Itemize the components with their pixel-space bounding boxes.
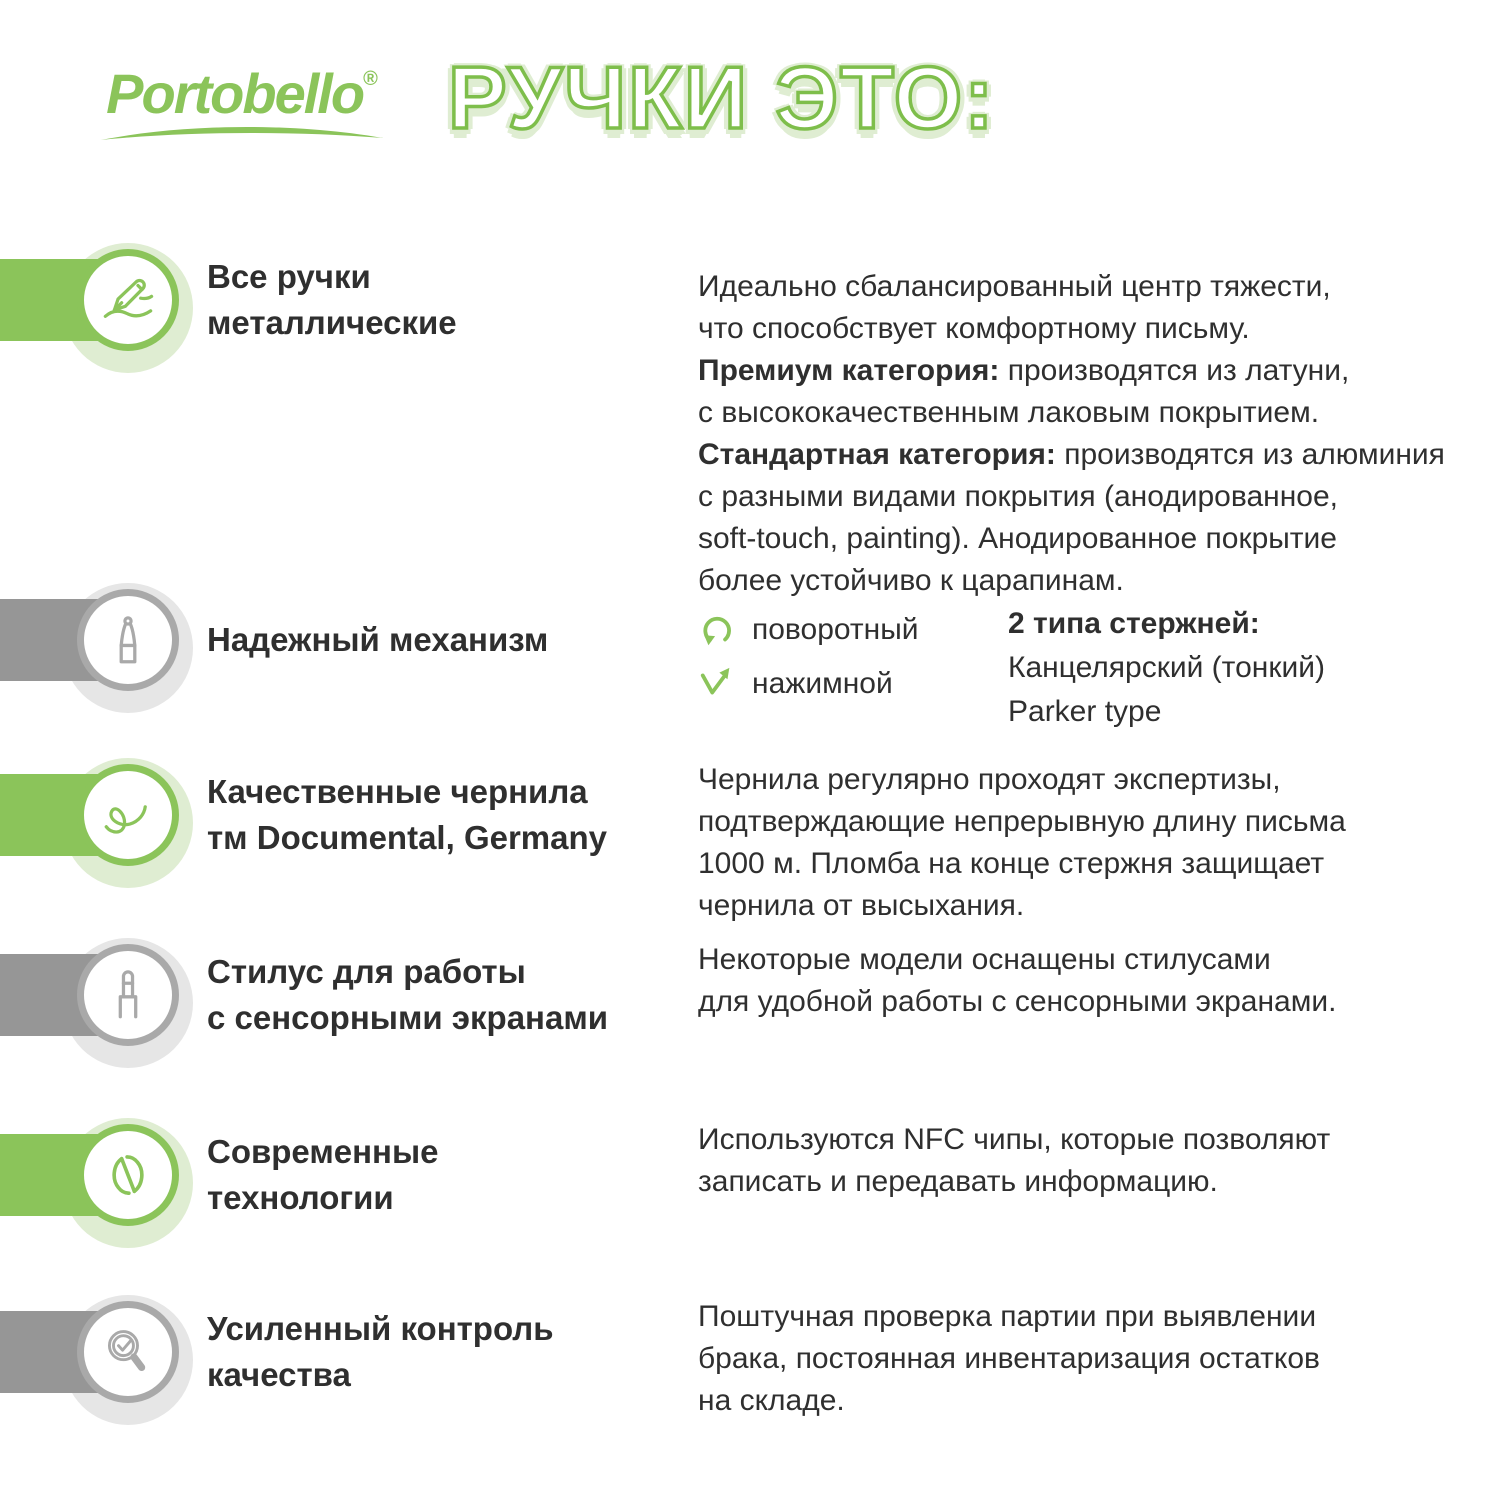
logo-wordmark: Portobello: [106, 62, 364, 125]
description-text: с разными видами покрытия (анодированное,: [698, 480, 1338, 513]
rotate-arrow-icon: [698, 611, 736, 649]
heading-line: Современные: [207, 1133, 439, 1170]
feature-row: [0, 1262, 1500, 1442]
description-line: [698, 266, 1445, 308]
description-emphasis: Стандартная категория:: [698, 438, 1056, 471]
description-text: для удобной работы с сенсорными экранами.: [698, 985, 1337, 1018]
heading-line: качества: [207, 1356, 351, 1393]
feature-description: [698, 1296, 1320, 1422]
description-text: чернила от высыхания.: [698, 889, 1025, 922]
refill-types: [1008, 602, 1325, 734]
heading-line: металлические: [207, 304, 457, 341]
heading-line: с сенсорными экранами: [207, 999, 609, 1036]
description-text: на складе.: [698, 1384, 845, 1417]
description-line: [698, 1338, 1320, 1380]
portobello-logo: [92, 62, 392, 144]
description-line: [698, 801, 1346, 843]
description-line: [698, 350, 1445, 392]
ink-squiggle-icon: [77, 764, 179, 866]
description-text: производятся из латуни,: [999, 354, 1350, 387]
nfc-icon: [77, 1124, 179, 1226]
magnifier-check-icon: [77, 1301, 179, 1403]
heading-line: Надежный механизм: [207, 621, 549, 658]
feature-heading: [207, 905, 608, 1085]
description-text: Используются NFC чипы, которые позволяют: [698, 1123, 1331, 1156]
description-text: с высококачественным лаковым покрытием.: [698, 396, 1320, 429]
heading-line: Все ручки: [207, 258, 371, 295]
stylus-icon: [77, 944, 179, 1046]
description-line: [698, 434, 1445, 476]
logo-swoosh-icon: [97, 126, 387, 144]
feature-row: [0, 210, 1500, 597]
description-emphasis: Премиум категория:: [698, 354, 1000, 387]
heading-line: тм Documental, Germany: [207, 819, 608, 856]
description-line: [698, 843, 1346, 885]
feature-heading: [207, 550, 548, 730]
heading-line: Качественные чернила: [207, 773, 588, 810]
mechanism-option: [698, 662, 919, 706]
description-text: подтверждающие непрерывную длину письма: [698, 805, 1346, 838]
heading-line: технологии: [207, 1179, 394, 1216]
refill-type: Parker type: [1008, 695, 1162, 728]
description-text: Поштучная проверка партии при выявлении: [698, 1300, 1317, 1333]
refill-types-title: 2 типа стержней:: [1008, 607, 1260, 640]
registered-trademark-icon: ®: [363, 68, 378, 90]
feature-row: [0, 725, 1500, 922]
feature-row: [0, 905, 1500, 1085]
mechanism-option-label: поворотный: [752, 613, 919, 646]
feature-row: [0, 1085, 1500, 1265]
description-line: [698, 308, 1445, 350]
mechanism-option-label: нажимной: [752, 667, 893, 700]
feature-heading: [207, 210, 457, 390]
description-line: [698, 759, 1346, 801]
mechanism-options: [698, 608, 919, 716]
description-line: [698, 1380, 1320, 1422]
description-line: [698, 939, 1336, 981]
description-line: [698, 476, 1445, 518]
feature-description: [698, 1119, 1330, 1203]
pen-tip-icon: [77, 589, 179, 691]
description-line: [698, 1161, 1330, 1203]
description-text: 1000 м. Пломба на конце стержня защищает: [698, 847, 1325, 880]
description-text: что способствует комфортному письму.: [698, 312, 1250, 345]
description-text: производятся из алюминия: [1055, 438, 1445, 471]
description-text: Некоторые модели оснащены стилусами: [698, 943, 1271, 976]
description-text: Идеально сбалансированный центр тяжести,: [698, 270, 1331, 303]
feature-row: [0, 550, 1500, 730]
heading-line: Стилус для работы: [207, 953, 526, 990]
push-arrow-icon: [698, 665, 736, 703]
page-title: РУЧКИ ЭТО:: [448, 48, 996, 147]
feature-description: [698, 939, 1336, 1023]
description-line: [698, 981, 1336, 1023]
feature-heading: [207, 1262, 554, 1442]
description-line: [698, 1296, 1320, 1338]
description-line: [698, 392, 1445, 434]
refill-type: Канцелярский (тонкий): [1008, 651, 1325, 684]
heading-line: Усиленный контроль: [207, 1310, 554, 1347]
pen-in-hand-icon: [77, 249, 179, 351]
description-text: более устойчиво к царапинам.: [698, 564, 1124, 597]
feature-heading: [207, 1085, 439, 1265]
feature-description: [698, 759, 1346, 927]
feature-heading: [207, 725, 607, 905]
description-text: записать и передавать информацию.: [698, 1165, 1218, 1198]
description-text: soft-touch, painting). Анодированное покрытие: [698, 522, 1337, 555]
mechanism-option: [698, 608, 919, 652]
description-text: Чернила регулярно проходят экспертизы,: [698, 763, 1281, 796]
description-line: [698, 1119, 1330, 1161]
description-text: брака, постоянная инвентаризация остатков: [698, 1342, 1320, 1375]
